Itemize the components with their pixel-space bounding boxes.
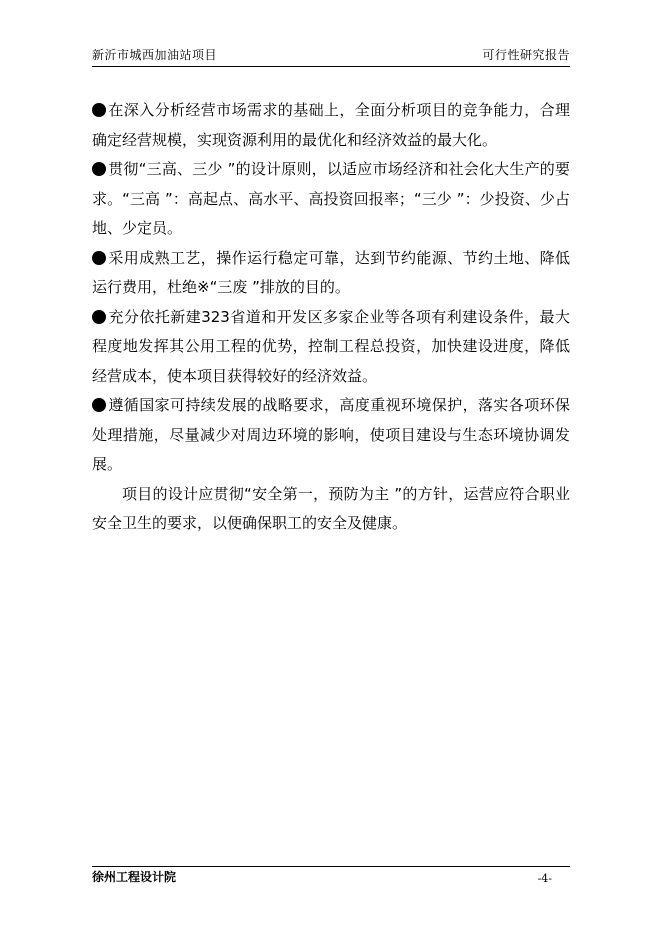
header-project-title: 新沂市城西加油站项目 <box>92 48 218 62</box>
page-header <box>92 46 570 67</box>
bullet-text: 贯彻“三高、三少 ”的设计原则，以适应市场经济和社会化大生产的要求。“三高 ”：高起点、高水平、高投资回报率；“三少 ”：少投资、少占地、少定员。 <box>92 160 570 237</box>
page-number: -4- <box>537 872 552 885</box>
bullet-paragraph <box>92 155 570 244</box>
bullet-icon <box>92 103 106 117</box>
bullet-paragraph <box>92 303 570 392</box>
closing-paragraph: 项目的设计应贯彻“安全第一，预防为主 ”的方针，运营应符合职业安全卫生的要求，以便确保职工的安全及健康。 <box>92 484 570 532</box>
bullet-icon <box>92 398 106 412</box>
bullet-paragraph <box>92 391 570 480</box>
document-body <box>92 96 570 539</box>
bullet-icon <box>92 251 106 265</box>
bullet-icon <box>92 162 106 176</box>
header-report-type: 可行性研究报告 <box>482 48 570 62</box>
page-footer <box>92 866 570 887</box>
bullet-text: 采用成熟工艺，操作运行稳定可靠，达到节约能源、节约土地、降低运行费用，杜绝※“三废 ”排放的目的。 <box>92 248 570 296</box>
bullet-paragraph <box>92 96 570 155</box>
bullet-text: 遵循国家可持续发展的战略要求，高度重视环境保护，落实各项环保处理措施，尽量减少对周边环境的影响，使项目建设与生态环境协调发展。 <box>92 396 570 473</box>
footer-organization: 徐州工程设计院 <box>92 870 177 884</box>
bullet-icon <box>92 310 106 324</box>
bullet-text: 充分依托新建323省道和开发区多家企业等各项有利建设条件，最大程度地发挥其公用工程的优势，控制工程总投资，加快建设进度，降低经营成本，使本项目获得较好的经济效益。 <box>92 307 570 385</box>
bullet-paragraph <box>92 244 570 303</box>
bullet-text: 在深入分析经营市场需求的基础上，全面分析项目的竞争能力，合理确定经营规模，实现资源利用的最优化和经济效益的最大化。 <box>92 101 570 149</box>
